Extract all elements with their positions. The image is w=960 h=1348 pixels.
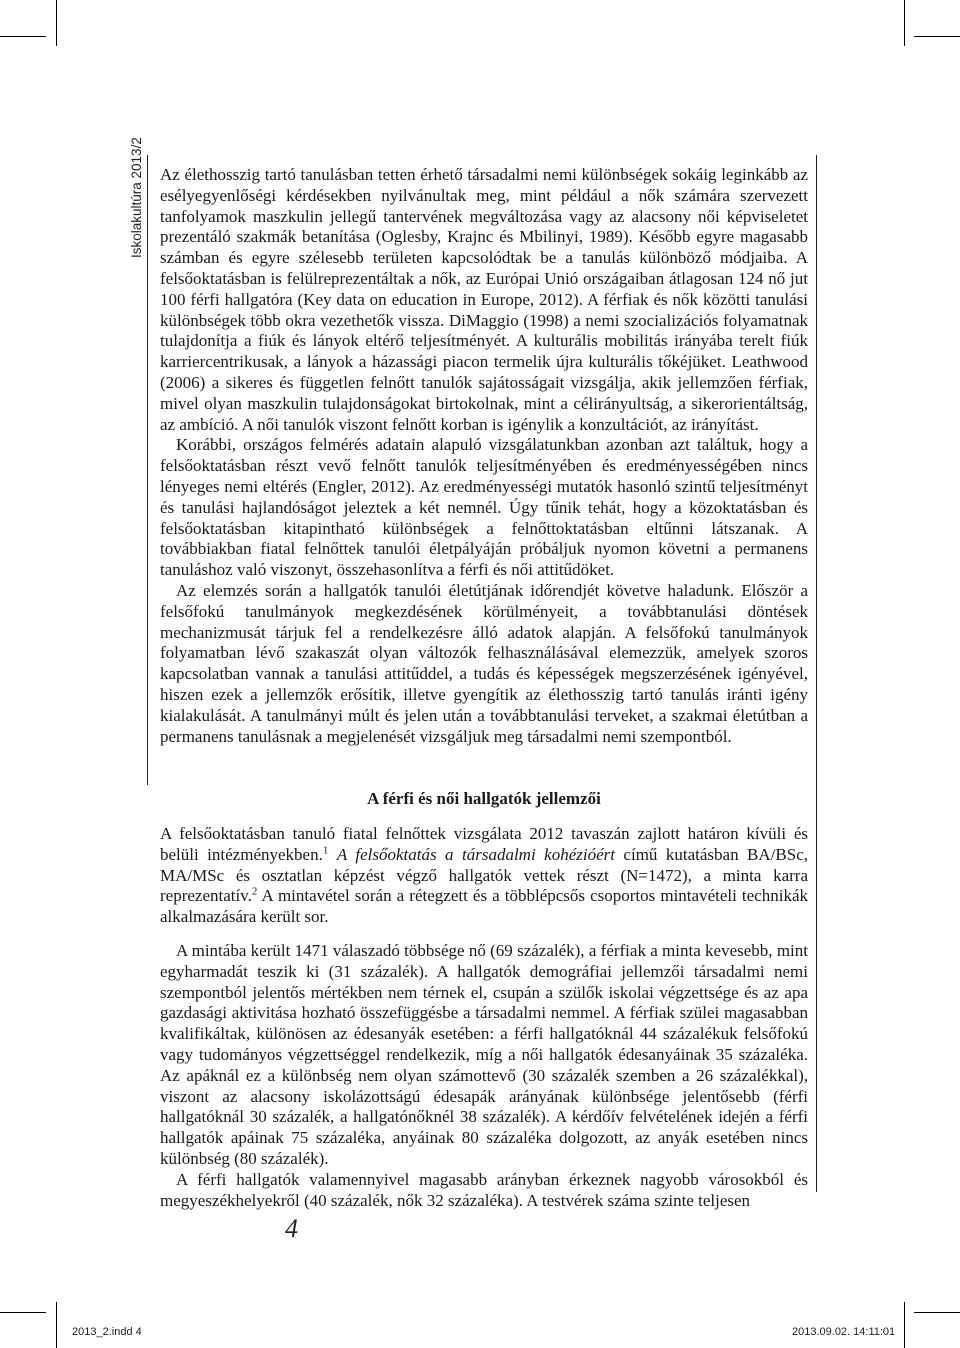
section-heading: A férfi és női hallgatók jellemzői — [367, 789, 601, 808]
footer-file: 2013_2.indd 4 — [72, 1326, 142, 1338]
margin-rule — [147, 155, 148, 785]
crop-mark — [904, 1302, 905, 1348]
margin-rule — [816, 155, 817, 1192]
paragraph: Az élethosszig tartó tanulásban tetten érhető társadalmi nemi különbségek sokáig leginkább az esélyegyenlőségi kérdésekben nyilvánultak meg, mint például a nők számára szervezett tanfolyamok maszkulin jellegű tantervének megváltozása vagy az alacsony női képviseletet prezentáló szakmák betanítása (Oglesby, Krajnc és Mbilinyi, 1989). Később egyre magasabb számban és egyre szélesebb területen kapcsolódtak be a tanulás különböző módjaiba. A felsőoktatásban is felülreprezentáltak a nők, az Európai Unió országaiban átlagosan 124 nő jut 100 férfi hallgatóra (Key data on education in Europe, 2012). A férfiak és nők közötti tanulási különbségek több okra vezethetők vissza. DiMaggio (1998) a nemi szocializációs folyamatnak tulajdonítja a fiúk és lányok eltérő teljesítményét. A kulturális mobilitás irányába terelt fiúk karriercentrikusak, a lányok a házassági piacon termelik újra kulturális tőkéjüket. Leathwood (2006) a sikeres és független felnőtt tanulók sajátosságait vizsgálja, akik jellemzően férfiak, mivel olyan maszkulin tulajdonságokat birtokolnak, mint a célirányultság, a sikerorientáltság, az ambíció. A női tanulók viszont felnőtt korban is igénylik a konzultációt, az irányítást. — [160, 165, 808, 434]
footer-timestamp: 2013.09.02. 14:11:01 — [792, 1326, 896, 1338]
paragraph: Az elemzés során a hallgatók tanulói életútjának időrendjét követve haladunk. Először a felsőfokú tanulmányok megkezdésének körülményeit, a továbbtanulási döntések mechanizmusát tárjuk fel a rendelkezésre álló adatok alapján. A felsőfokú tanulmányok folyamatban lévő szakaszát olyan változók felhasználásával elemezzük, amelyek szoros kapcsolatban vannak a tanulási attitűddel, a tudás és képességek megszerzésének igényével, hiszen ezek a jellemzők erősítik, illetve gyengítik az élethosszig tartó tanulás iránti igény kialakulását. A tanulmányi múlt és jelen után a továbbtanulási terveket, a szakmai életútban a permanens tanulásnak a megjelenését vizsgáljuk meg társadalmi nemi szempontból. — [160, 580, 808, 746]
crop-mark — [904, 0, 905, 46]
crop-mark — [0, 1312, 46, 1313]
body-text-bottom — [160, 941, 808, 1211]
paragraph: A mintába került 1471 válaszadó többsége nő (69 százalék), a férfiak a minta kevesebb, mint egyharmadát teszik ki (31 százalék). A hallgatók demográfiai jellemzői társadalmi nemi szempontból jelentős mértékben nem térnek el, csupán a szülők iskolai végzettsége és az apa gazdasági aktivitása hozható összefüggésbe a társadalmi nemmel. A férfiak szülei magasabban kvalifikáltak, különösen az édesanyák esetében: a férfi hallgatóknál 44 százalékuk felsőfokú vagy tudományos végzettséggel rendelkezik, míg a női hallgatók édesanyáinak 35 százaléka. Az apáknál ez a különbség nem olyan számottevő (30 százalék szemben a 26 százalékkal), viszont az alacsony iskolázottságú édesapák arányának különbsége jelentősebb (férfi hallgatóknál 30 százalék, a hallgatónőknél 38 százalék). A kérdőív felvételének idején a férfi hallgatók apáinak 75 százaléka, anyáinak 80 százaléka dolgozott, az anyák esetében nincs különbség (80 százalék). — [160, 941, 808, 1168]
crop-mark — [914, 36, 960, 37]
paragraph — [160, 824, 808, 928]
body-text-top — [160, 165, 808, 747]
page-number: 4 — [285, 1214, 298, 1243]
crop-mark — [914, 1312, 960, 1313]
journal-label: Iskolakultúra 2013/2 — [129, 137, 144, 258]
text-run: A felsőoktatásban tanuló fiatal felnőttek vizsgálata 2012 tavaszán zajlott határon kívüli és belüli intézményekben. — [160, 824, 808, 864]
crop-mark — [0, 36, 46, 37]
paragraph: A férfi hallgatók valamennyivel magasabb arányban érkeznek nagyobb városokból és megyeszékhelyekről (40 százalék, nők 32 százaléka). A testvérek száma szinte teljesen — [160, 1169, 808, 1210]
text-run: A mintavétel során a rétegzett és a többlépcsős csoportos mintavételi technikák alkalmazására került sor. — [160, 886, 808, 927]
footnote-ref: 2 — [251, 885, 258, 898]
crop-mark — [56, 0, 57, 46]
text-run: című kutatásban BA/BSc, MA/MSc és osztatlan képzést végző hallgatók vettek részt (N=1472), a minta karra reprezentatív. — [160, 844, 808, 906]
crop-mark — [56, 1302, 57, 1348]
project-title: A felsőoktatás a társadalmi kohézióért — [336, 844, 615, 864]
footnote-ref: 1 — [322, 844, 329, 857]
paragraph: Korábbi, országos felmérés adatain alapuló vizsgálatunkban azonban azt találtuk, hogy a felsőoktatásban részt vevő felnőtt tanulók teljesítményében és eredményességében nincs lényeges nemi eltérés (Engler, 2012). Az eredményességi mutatók hasonló szintű teljesítményt és tanulási hajlandóságot jeleztek a két nemnél. Úgy tűnik tehát, hogy a közoktatásban és felsőoktatásban kitapintható különbségek a felnőttoktatásban eltűnni látszanak. A továbbiakban fiatal felnőttek tanulói életpályáján próbáljuk nyomon követni a permanens tanuláshoz való viszonyt, összehasonlítva a férfi és női attitűdöket. — [160, 435, 808, 580]
body-text-methods — [160, 824, 808, 928]
